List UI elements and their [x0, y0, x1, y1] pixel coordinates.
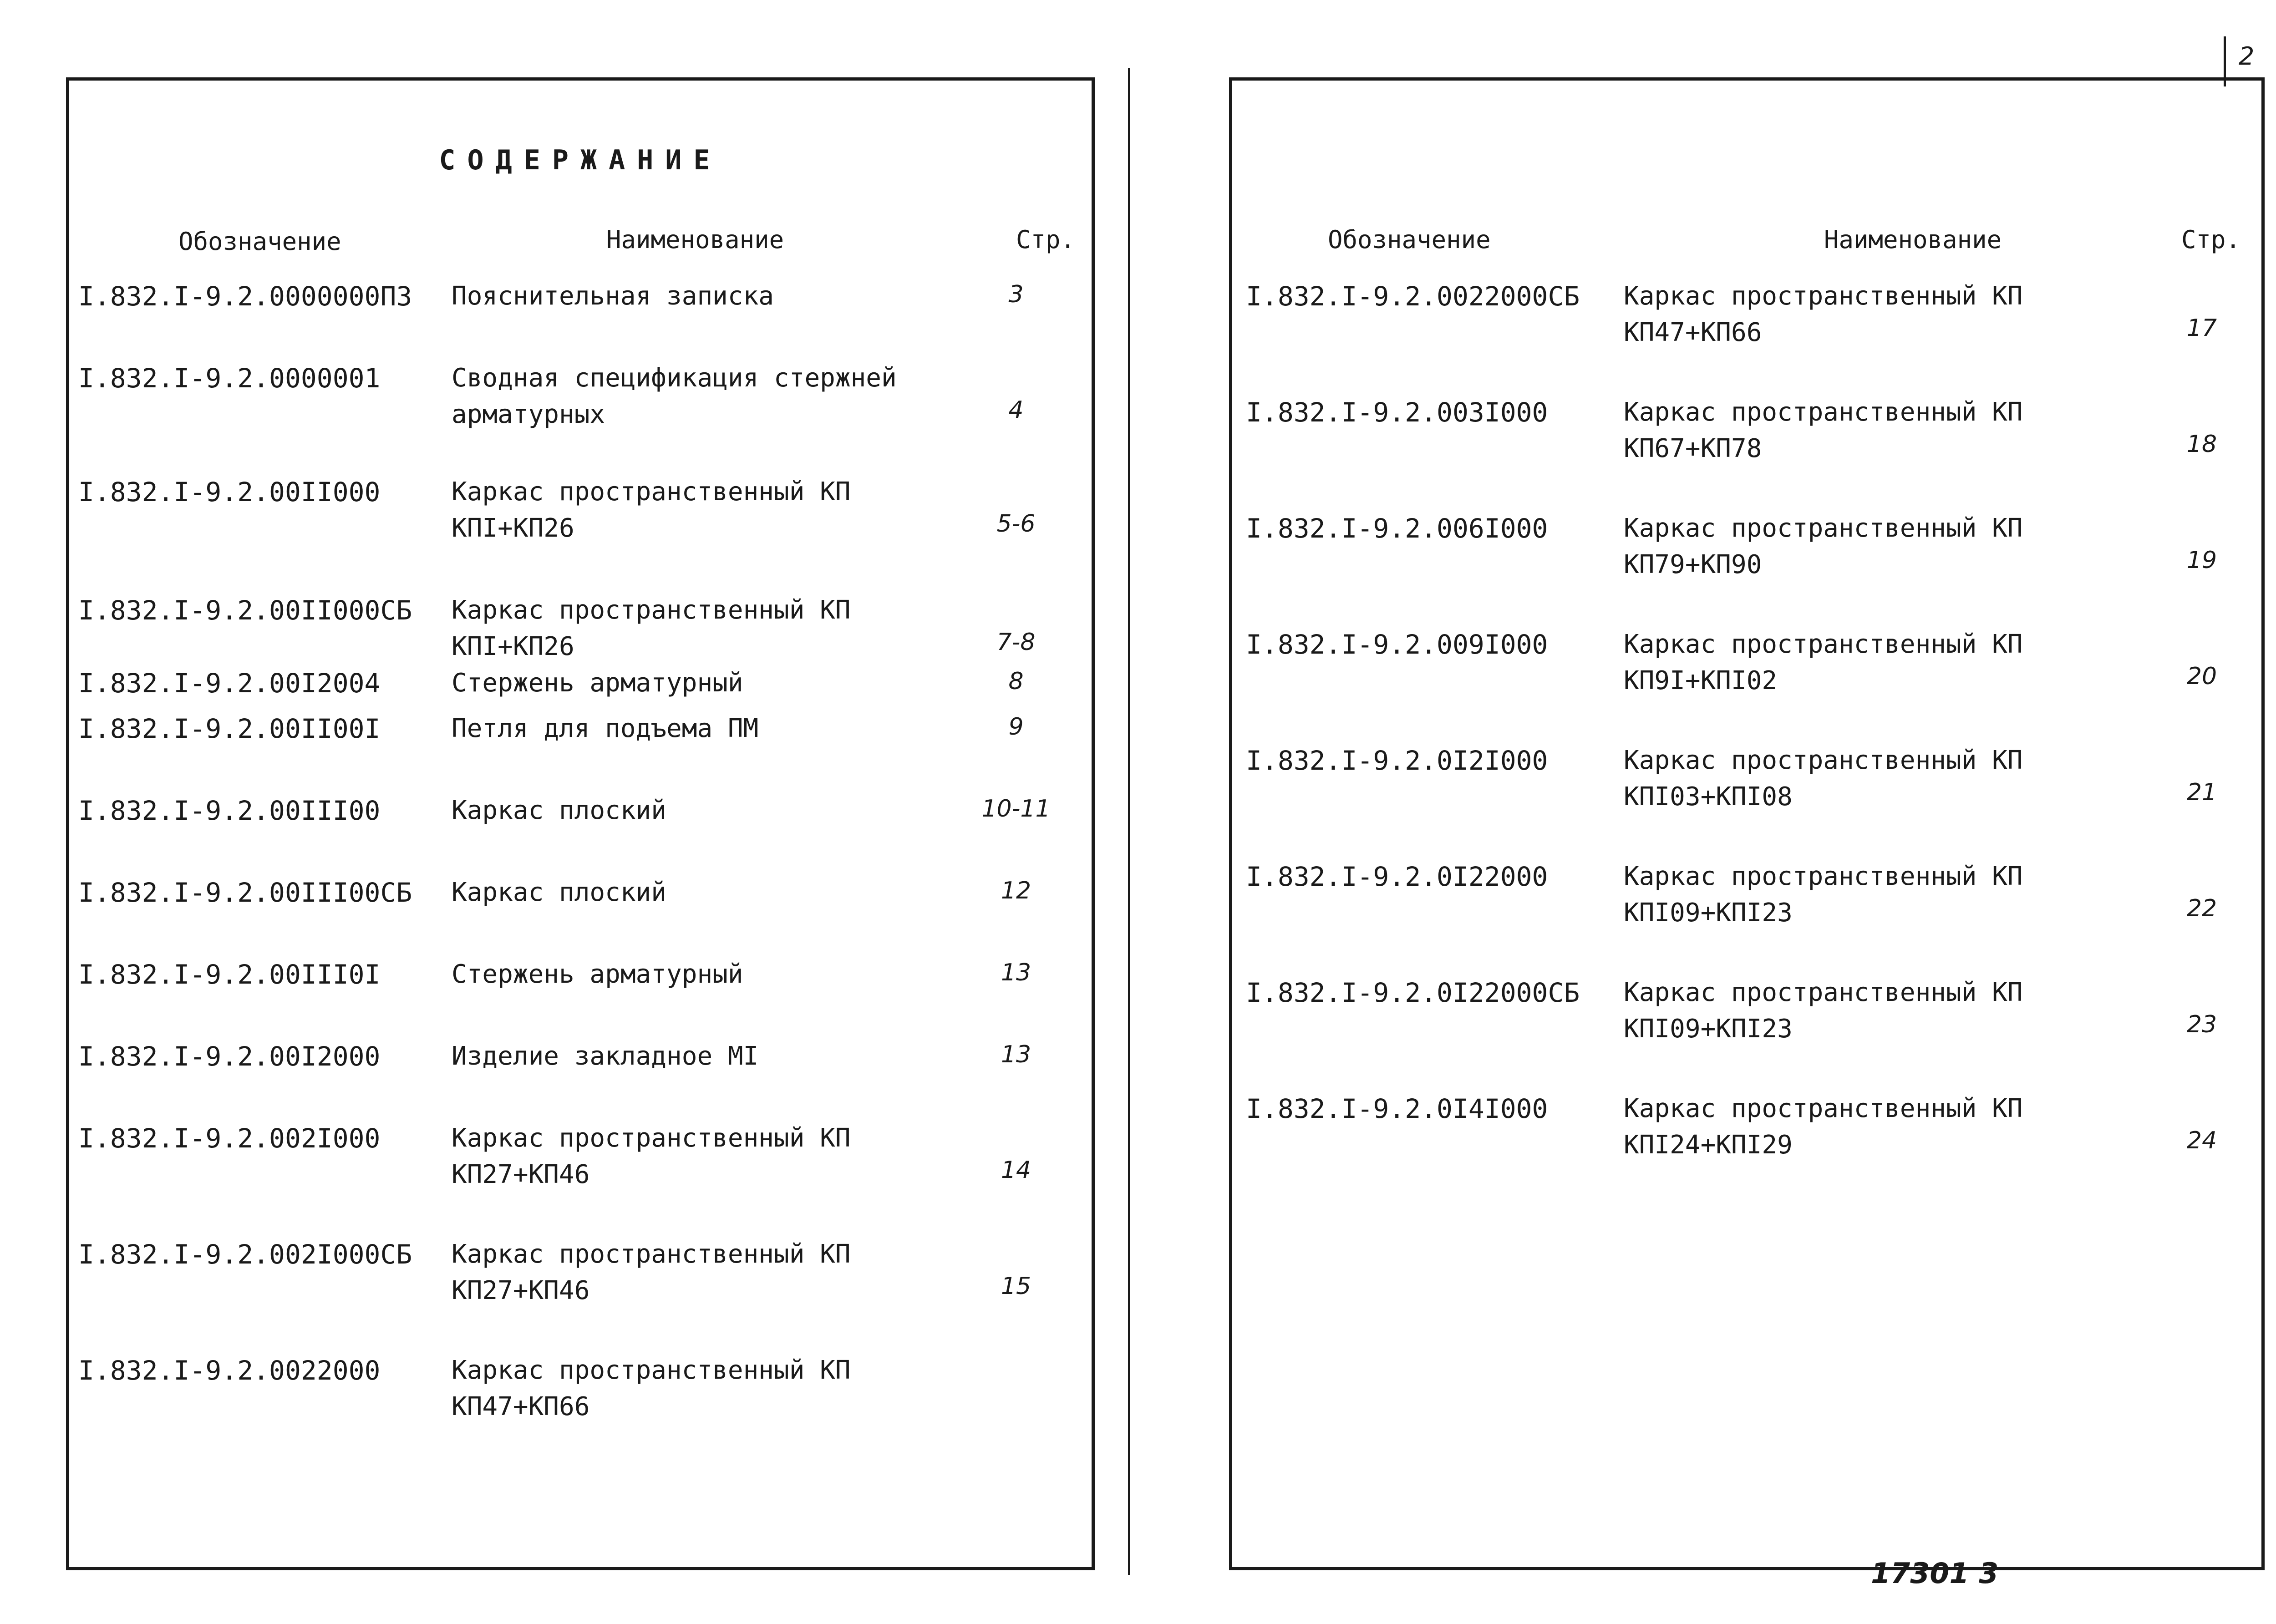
document-code: I.832.I-9.2.003I000: [1246, 397, 1548, 428]
document-name-line: КП47+КП66: [452, 1392, 590, 1421]
document-name-line: Каркас плоский: [452, 796, 667, 825]
document-name-line: Каркас пространственный КП: [1624, 1094, 2023, 1123]
page-reference: 17: [2186, 315, 2217, 342]
document-name: [452, 592, 851, 665]
header-name: Наименование: [606, 225, 784, 254]
document-name-line: КПI24+КПI29: [1624, 1130, 1793, 1160]
page-reference: 3: [1008, 281, 1024, 308]
page-reference: 10-11: [981, 795, 1051, 822]
header-page: Стр.: [2181, 225, 2241, 254]
header-code: Обозначение: [1328, 225, 1491, 254]
document-code: I.832.I-9.2.00I2000: [78, 1041, 381, 1072]
document-name: [1624, 394, 2023, 467]
document-name: [452, 1352, 851, 1425]
document-name: [452, 474, 851, 547]
document-code: I.832.I-9.2.00III00: [78, 795, 381, 826]
document-name: [452, 1236, 851, 1309]
document-code: I.832.I-9.2.009I000: [1246, 629, 1548, 660]
document-code: I.832.I-9.2.00I2004: [78, 668, 381, 699]
contents-title: СОДЕРЖАНИЕ: [439, 144, 722, 176]
document-name-line: КП27+КП46: [452, 1160, 590, 1189]
document-code: I.832.I-9.2.00III00СБ: [78, 877, 412, 908]
document-name-line: Петля для подъема ПМ: [452, 714, 759, 743]
document-name-line: КП9I+КПI02: [1624, 666, 1778, 695]
document-name-line: Каркас пространственный КП: [452, 1355, 851, 1385]
document-name: [452, 956, 743, 993]
document-name: [452, 1038, 758, 1075]
header-page: Стр.: [1016, 225, 1076, 254]
document-name-line: КП47+КП66: [1624, 318, 1762, 347]
page-reference: 19: [2186, 547, 2217, 574]
document-name: [452, 1120, 851, 1193]
document-code: I.832.I-9.2.0022000СБ: [1246, 281, 1580, 312]
document-code: I.832.I-9.2.0022000: [78, 1355, 381, 1386]
document-name-line: Каркас пространственный КП: [1624, 281, 2023, 311]
page-reference: 21: [2186, 779, 2217, 806]
document-name-line: Сводная спецификация стержней: [452, 363, 897, 393]
document-code: I.832.I-9.2.0I4I000: [1246, 1093, 1548, 1124]
sheet-stamp: 17301 3: [1871, 1557, 1999, 1590]
header-name: Наименование: [1824, 225, 2002, 254]
document-name: [1624, 626, 2023, 699]
page-reference: 8: [1008, 668, 1024, 695]
page-reference: 15: [1001, 1273, 1031, 1300]
document-name-line: Каркас пространственный КП: [1624, 978, 2023, 1007]
contents-sheet-left: [66, 77, 1095, 1570]
page-reference: 4: [1008, 396, 1024, 424]
document-name-line: Стержень арматурный: [452, 668, 743, 698]
document-name-line: Стержень арматурный: [452, 959, 743, 989]
document-name-line: Каркас пространственный КП: [452, 595, 851, 625]
document-code: I.832.I-9.2.00II000СБ: [78, 595, 412, 626]
page-reference: 5-6: [996, 510, 1036, 538]
document-name: [1624, 1091, 2023, 1163]
page-reference: 24: [2186, 1127, 2217, 1154]
document-name-line: КПI03+КПI08: [1624, 782, 1793, 812]
document-code: I.832.I-9.2.00II00I: [78, 713, 381, 744]
document-name: [1624, 278, 2023, 351]
document-code: I.832.I-9.2.002I000: [78, 1123, 381, 1154]
page-reference: 9: [1008, 713, 1024, 741]
document-code: I.832.I-9.2.0000001: [78, 363, 381, 394]
document-name-line: КП79+КП90: [1624, 550, 1762, 579]
document-name-line: Каркас пространственный КП: [452, 1123, 851, 1153]
document-name: [452, 665, 743, 701]
document-code: I.832.I-9.2.0000000ПЗ: [78, 281, 412, 312]
document-name: [452, 278, 774, 315]
page-reference: 13: [1001, 959, 1031, 986]
center-fold-line: [1128, 68, 1130, 1575]
document-name-line: КПI09+КПI23: [1624, 898, 1793, 928]
document-name: [452, 360, 897, 433]
document-name: [452, 874, 666, 911]
page-reference: 13: [1001, 1041, 1031, 1068]
document-name-line: арматурных: [452, 400, 605, 429]
document-code: I.832.I-9.2.0I22000СБ: [1246, 977, 1580, 1008]
document-name-line: Каркас пространственный КП: [1624, 746, 2023, 775]
document-name-line: Пояснительная записка: [452, 281, 774, 311]
document-code: I.832.I-9.2.00II000: [78, 477, 381, 508]
contents-sheet-right: [1229, 77, 2265, 1570]
page-reference: 14: [1001, 1157, 1031, 1184]
document-code: I.832.I-9.2.0I2I000: [1246, 745, 1548, 776]
page-reference: 20: [2186, 663, 2217, 690]
document-name: [1624, 742, 2023, 815]
document-name-line: Каркас пространственный КП: [1624, 629, 2023, 659]
document-name-line: Каркас пространственный КП: [1624, 862, 2023, 891]
document-name-line: КП27+КП46: [452, 1276, 590, 1305]
document-name-line: КПI+КП26: [452, 632, 574, 661]
document-name: [1624, 510, 2023, 583]
document-code: I.832.I-9.2.00III0I: [78, 959, 381, 990]
document-code: I.832.I-9.2.002I000СБ: [78, 1239, 412, 1270]
page-reference: 18: [2186, 431, 2217, 458]
document-name: [452, 792, 666, 829]
document-code: I.832.I-9.2.0I22000: [1246, 861, 1548, 892]
page-reference: 23: [2186, 1011, 2217, 1038]
document-name-line: Каркас пространственный КП: [1624, 397, 2023, 427]
document-name-line: Каркас плоский: [452, 878, 667, 907]
document-name: [1624, 974, 2023, 1047]
header-code: Обозначение: [178, 227, 341, 256]
document-name-line: Каркас пространственный КП: [452, 477, 851, 507]
document-name-line: КПI09+КПI23: [1624, 1014, 1793, 1044]
document-name-line: КП67+КП78: [1624, 434, 1762, 463]
page-reference: 22: [2186, 895, 2217, 922]
document-name-line: Изделие закладное МI: [452, 1041, 759, 1071]
page-reference: 7-8: [996, 629, 1036, 656]
document-name-line: Каркас пространственный КП: [452, 1239, 851, 1269]
document-name: [452, 710, 758, 747]
document-name: [1624, 858, 2023, 931]
document-name-line: Каркас пространственный КП: [1624, 513, 2023, 543]
page-reference: 12: [1001, 877, 1031, 904]
document-name-line: КПI+КП26: [452, 513, 574, 543]
document-code: I.832.I-9.2.006I000: [1246, 513, 1548, 544]
page-number: 2: [2239, 42, 2255, 71]
